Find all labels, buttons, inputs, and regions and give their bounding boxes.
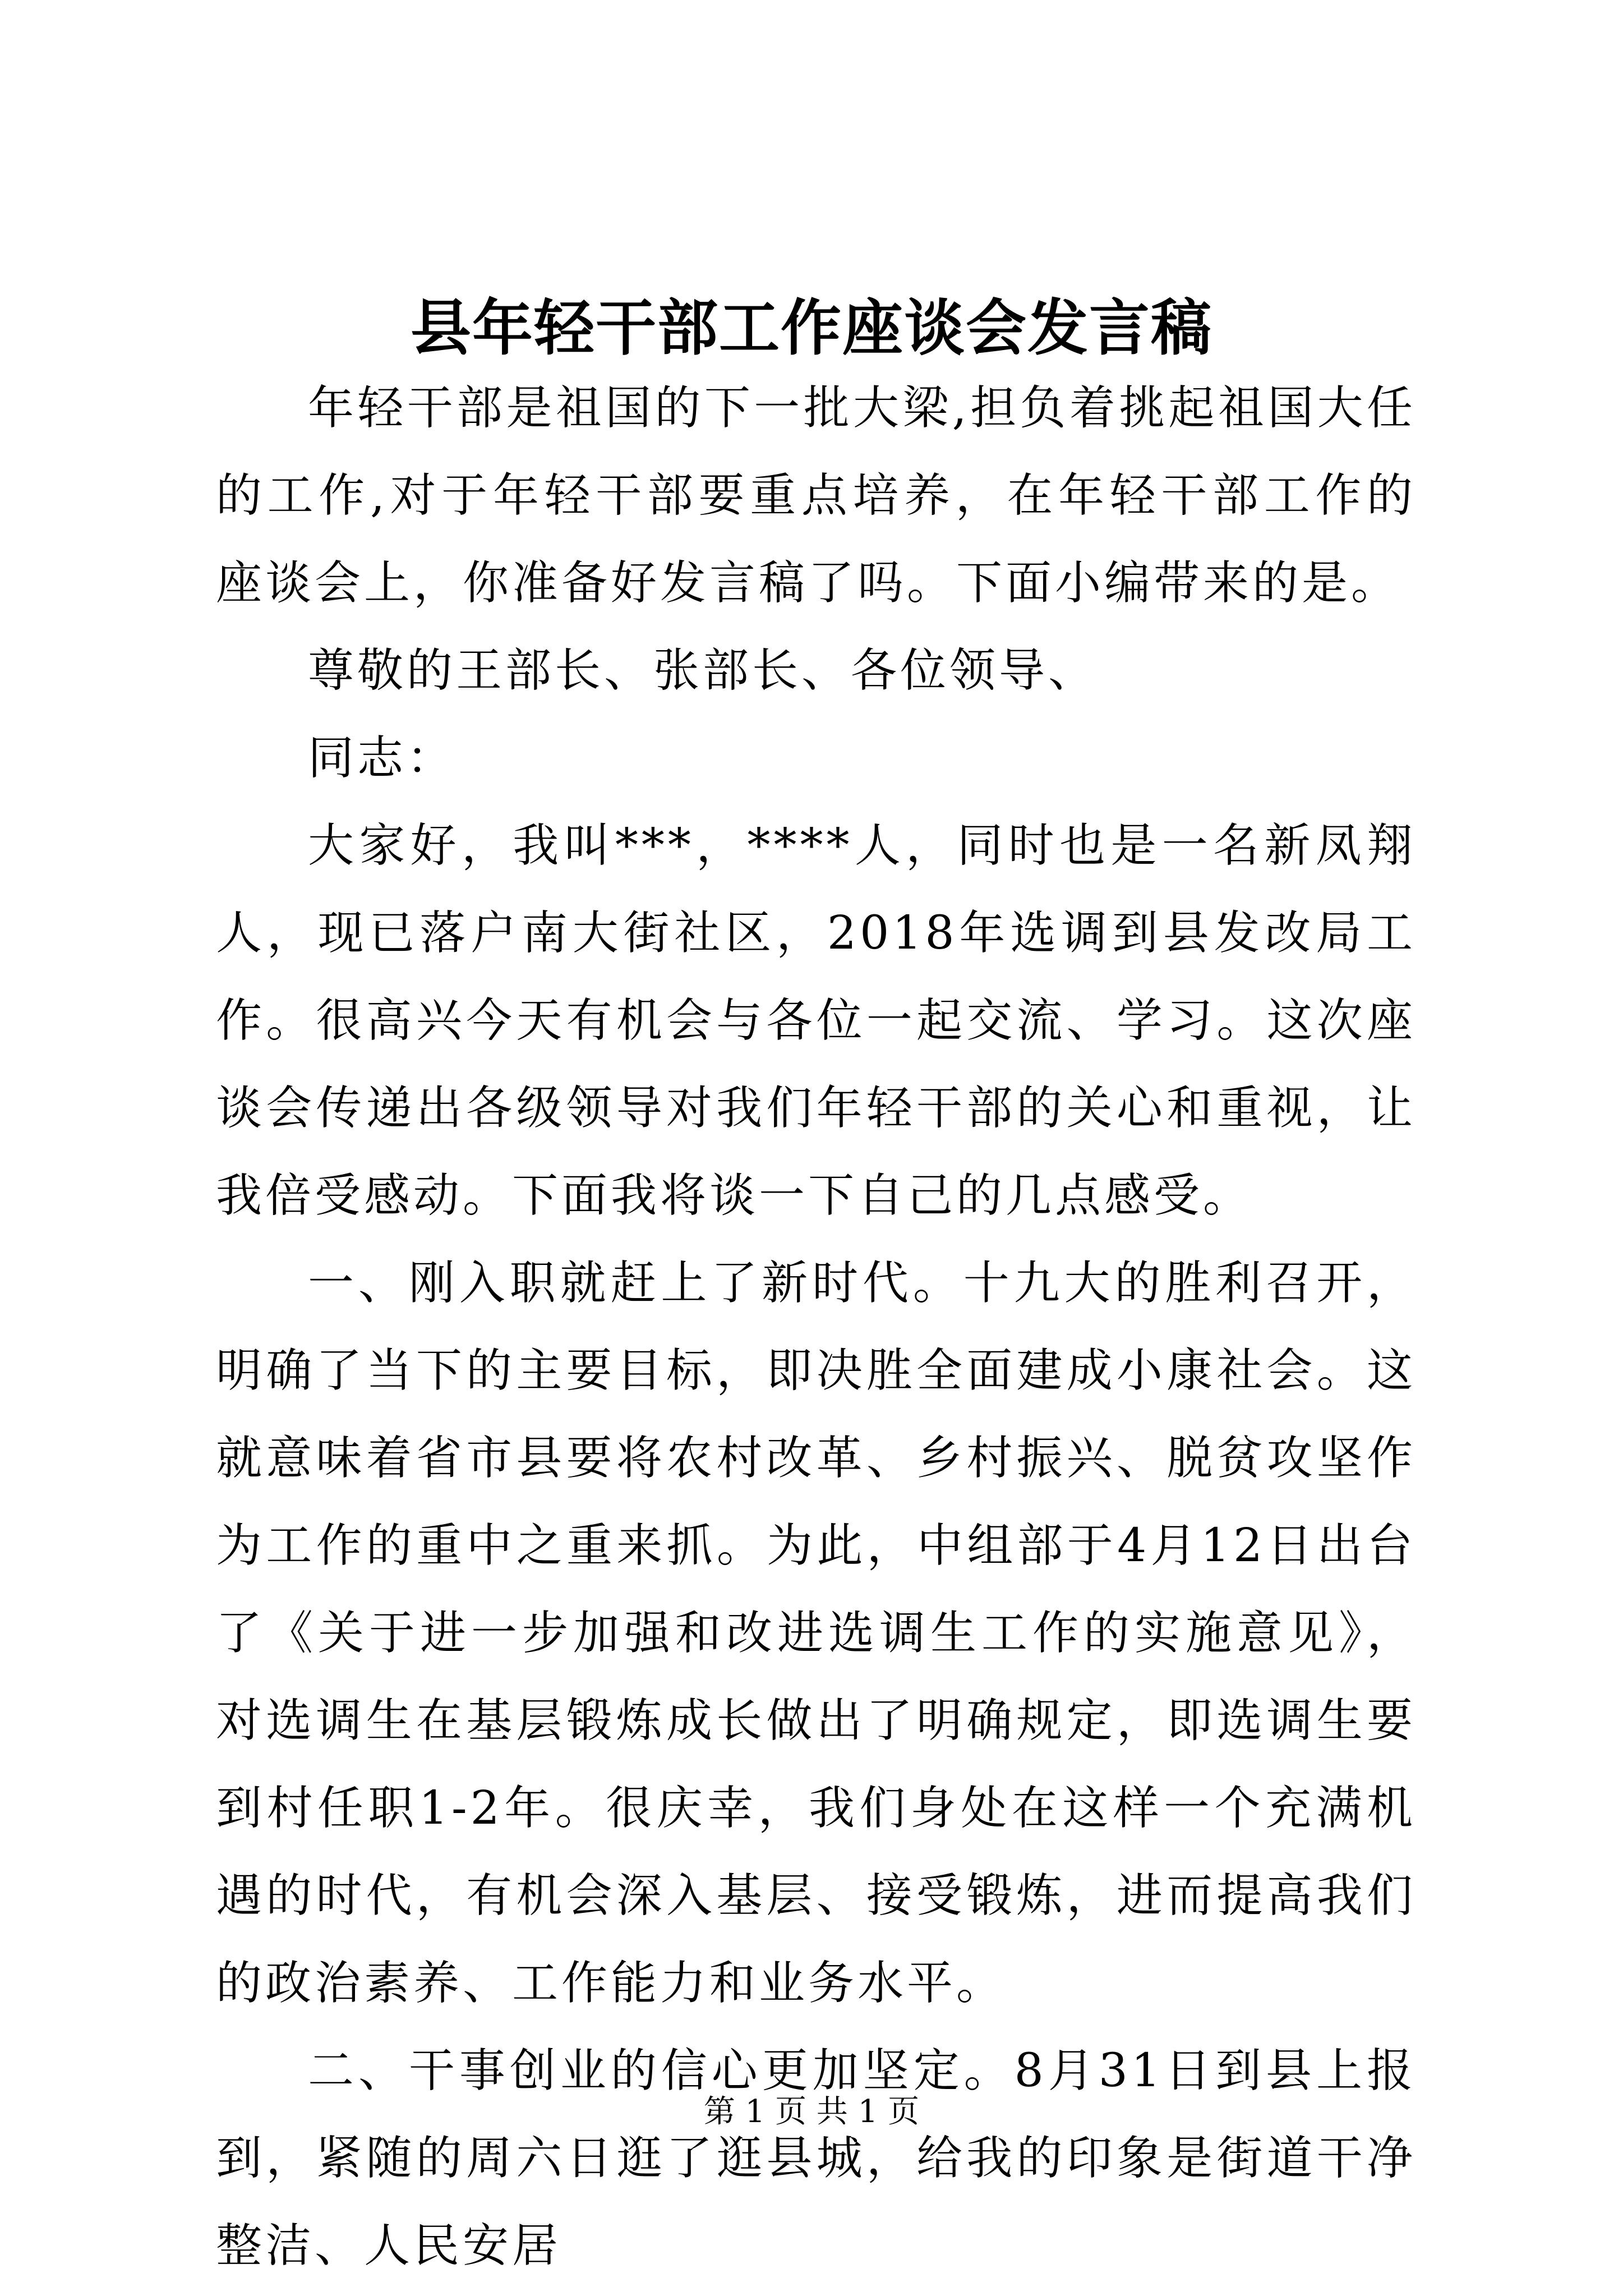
paragraph-intro: 年轻干部是祖国的下一批大梁,担负着挑起祖国大任的工作,对于年轻干部要重点培养，在年轻干部工作的座谈会上，你准备好发言稿了吗。下面小编带来的是。 xyxy=(216,381,1416,610)
page-number-footer: 第 1 页 共 1 页 xyxy=(703,2093,920,2130)
paragraph-comrades: 同志： xyxy=(308,731,457,785)
paragraph-point-two: 二、干事创业的信心更加坚定。8月31日到县上报到，紧随的周六日逛了逛县城，给我的印象是街道干净整洁、人民安居 xyxy=(216,2044,1416,2272)
document-title: 县年轻干部工作座谈会发言稿 xyxy=(410,293,1212,364)
paragraph-point-one: 一、刚入职就赶上了新时代。十九大的胜利召开，明确了当下的主要目标，即决胜全面建成小康社会。这就意味着省市县要将农村改革、乡村振兴、脱贫攻坚作为工作的重中之重来抓。为此，中组部于4月12日出台了《关于进一步加强和改进选调生工作的实施意见》，对选调生在基层锻炼成长做出了明确规定，即选调生要到村任职1-2年。很庆幸，我们身处在这样一个充满机遇的时代，有机会深入基层、接受锻炼，进而提高我们的政治素养、工作能力和业务水平。 xyxy=(216,1257,1416,2010)
paragraph-salutation: 尊敬的王部长、张部长、各位领导、 xyxy=(308,644,1098,697)
paragraph-self-introduction: 大家好，我叫***，****人，同时也是一名新凤翔人，现已落户南大街社区，2018年选调到县发改局工作。很高兴今天有机会与各位一起交流、学习。这次座谈会传递出各级领导对我们年轻干部的关心和重视，让我倍受感动。下面我将谈一下自己的几点感受。 xyxy=(216,819,1416,1222)
document-body xyxy=(216,365,1416,2290)
